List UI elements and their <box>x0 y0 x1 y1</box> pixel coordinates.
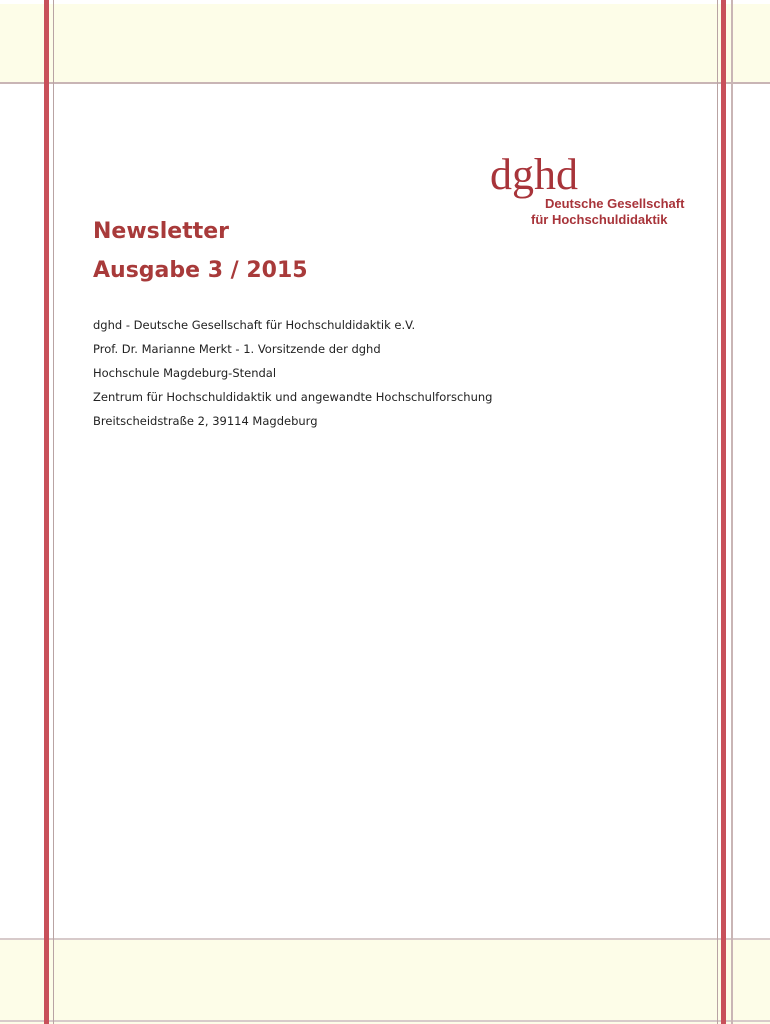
footer-band <box>0 940 770 1024</box>
info-line: dghd - Deutsche Gesellschaft für Hochschuldidaktik e.V. <box>93 318 416 332</box>
info-line: Zentrum für Hochschuldidaktik und angewandte Hochschulforschung <box>93 390 493 404</box>
dghd-logo <box>490 150 690 230</box>
issue-title: Ausgabe 3 / 2015 <box>93 258 308 283</box>
info-line: Prof. Dr. Marianne Merkt - 1. Vorsitzende der dghd <box>93 342 381 356</box>
right-border-thick <box>721 0 726 1024</box>
right-edge-line <box>731 0 733 1024</box>
right-border-thin <box>717 0 718 1024</box>
header-band <box>0 4 770 82</box>
info-line: Hochschule Magdeburg-Stendal <box>93 366 277 380</box>
bottom-rule <box>0 1020 770 1022</box>
info-line: Breitscheidstraße 2, 39114 Magdeburg <box>93 414 318 428</box>
logo-line-2: für Hochschuldidaktik <box>531 212 668 227</box>
header-rule <box>0 82 770 84</box>
newsletter-title: Newsletter <box>93 219 230 244</box>
left-border-thin <box>53 0 54 1024</box>
left-border-thick <box>44 0 49 1024</box>
logo-line-1: Deutsche Gesellschaft <box>545 196 685 211</box>
logo-wordmark: dghd <box>490 150 578 199</box>
footer-rule <box>0 938 770 940</box>
